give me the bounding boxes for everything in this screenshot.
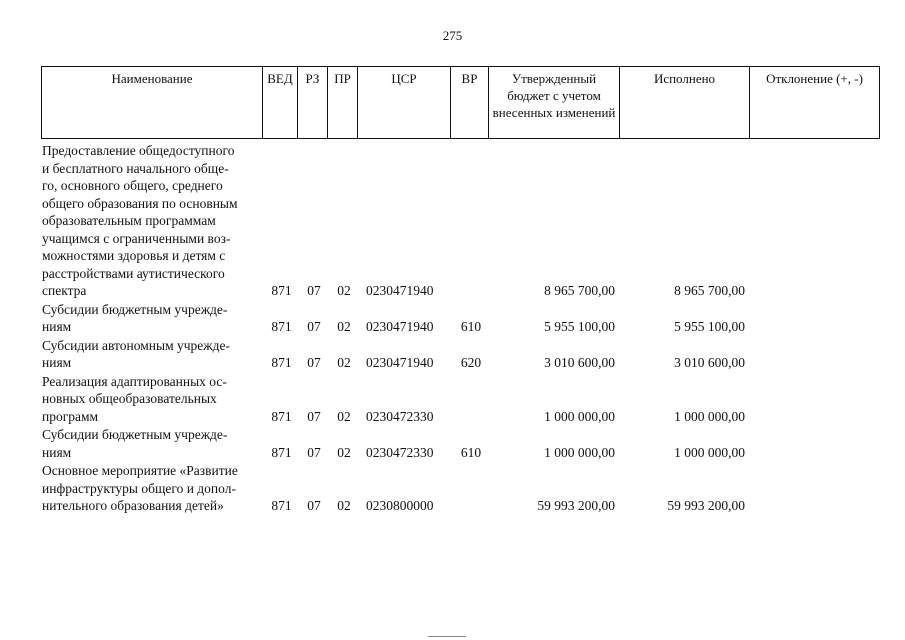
table-row [41, 372, 881, 426]
page-number: 275 [442, 28, 463, 43]
cell-rz: 07 [307, 408, 321, 424]
header-approved-budget: Утвержденный бюджет с учетом внесенных изменений [489, 67, 620, 139]
cell-ved: 871 [271, 444, 292, 460]
cell-executed: 59 993 200,00 [667, 498, 745, 513]
cell-deviation [751, 461, 881, 515]
cell-ved: 871 [271, 319, 292, 334]
header-ved: ВЕД [263, 67, 298, 139]
cell-deviation [751, 300, 881, 336]
cell-rz: 07 [307, 283, 321, 298]
cell-rz: 07 [307, 444, 321, 460]
header-vr: ВР [451, 67, 489, 139]
cell-rz: 07 [307, 355, 321, 370]
cell-vr: 620 [460, 355, 482, 370]
table-row [41, 336, 881, 372]
cell-ved: 871 [271, 283, 292, 298]
cell-csr: 0230471940 [366, 319, 434, 334]
cell-name: Реализация адаптированных ос- новных общеобразовательных программ [42, 373, 227, 424]
cell-name: Предоставление общедоступного и бесплатного начального обще- го, основного общего, среднего общего образования по основным образовательным программам учащимся с ограниченными воз- можностями здоровья и детям с расстройствами аутистического спектра [42, 143, 238, 298]
header-name: Наименование [42, 67, 263, 139]
cell-csr: 0230471940 [366, 283, 434, 298]
cell-deviation [751, 425, 881, 461]
cell-pr: 02 [337, 319, 351, 334]
cell-rz: 07 [307, 498, 321, 513]
cell-deviation [751, 142, 881, 300]
cell-executed: 8 965 700,00 [674, 283, 745, 298]
header-csr: ЦСР [358, 67, 451, 139]
cell-name: Основное мероприятие «Развитие инфраструктуры общего и допол- нительного образования детей» [42, 463, 238, 513]
cell-vr [452, 461, 490, 515]
cell-approved: 8 965 700,00 [544, 283, 615, 298]
cell-executed: 1 000 000,00 [674, 444, 745, 460]
cell-csr: 0230471940 [366, 355, 434, 370]
cell-executed: 5 955 100,00 [674, 319, 745, 334]
table-row [41, 425, 881, 461]
cell-approved: 1 000 000,00 [544, 408, 615, 424]
table-row [41, 142, 881, 300]
cell-vr [452, 372, 490, 426]
cell-vr: 610 [460, 444, 482, 460]
header-executed: Исполнено [620, 67, 750, 139]
header-rz: РЗ [298, 67, 328, 139]
cell-name: Субсидии автономным учрежде- ниям [42, 337, 230, 370]
cell-ved: 871 [271, 408, 292, 424]
table-row [41, 461, 881, 515]
cell-vr: 610 [460, 319, 482, 334]
cell-approved: 5 955 100,00 [544, 319, 615, 334]
cell-ved: 871 [271, 498, 292, 513]
cell-name: Субсидии бюджетным учрежде- ниям [42, 301, 228, 334]
cell-executed: 3 010 600,00 [674, 355, 745, 370]
cell-deviation [751, 372, 881, 426]
cell-ved: 871 [271, 355, 292, 370]
table-row [41, 300, 881, 336]
cell-name: Субсидии бюджетным учрежде- ниям [42, 427, 228, 460]
cell-vr [452, 142, 490, 300]
header-deviation: Отклонение (+, -) [750, 67, 880, 139]
cell-executed: 1 000 000,00 [674, 408, 745, 424]
cell-approved: 59 993 200,00 [537, 498, 615, 513]
cell-pr: 02 [337, 444, 351, 460]
cell-pr: 02 [337, 283, 351, 298]
cell-csr: 0230472330 [366, 444, 434, 460]
cell-deviation [751, 336, 881, 372]
table-header [41, 66, 880, 139]
cell-csr: 0230472330 [366, 408, 434, 424]
cell-pr: 02 [337, 498, 351, 513]
cell-pr: 02 [337, 355, 351, 370]
cell-pr: 02 [337, 408, 351, 424]
cell-rz: 07 [307, 319, 321, 334]
cell-approved: 3 010 600,00 [544, 355, 615, 370]
cell-csr: 0230800000 [366, 498, 434, 513]
budget-table [41, 142, 881, 515]
page-edge-mark [428, 636, 466, 637]
cell-approved: 1 000 000,00 [544, 444, 615, 460]
header-pr: ПР [328, 67, 358, 139]
